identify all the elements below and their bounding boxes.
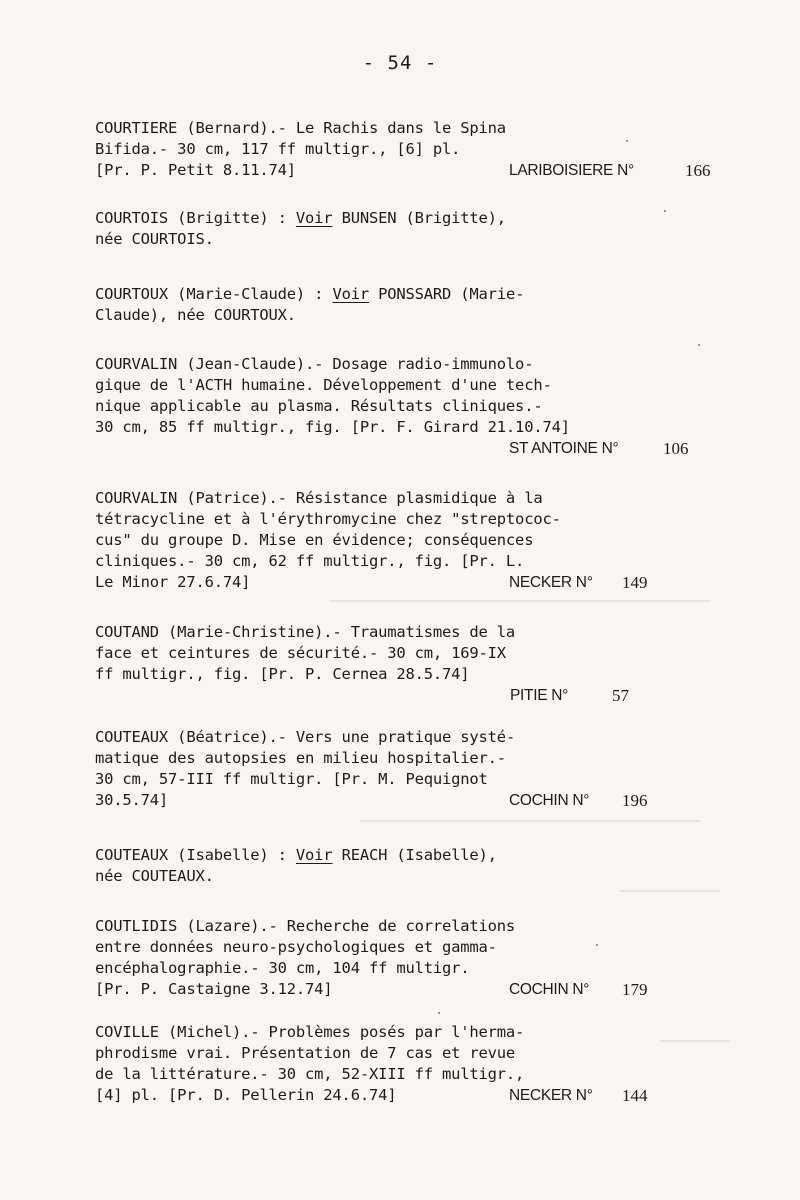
entry-line: cus" du groupe D. Mise en évidence; conséquences	[95, 531, 534, 549]
entry-line: COVILLE (Michel).- Problèmes posés par l'herma-	[95, 1023, 525, 1041]
entry-line: entre données neuro-psychologiques et gamma-	[95, 938, 497, 956]
entry-line: COURTIERE (Bernard).- Le Rachis dans le Spina	[95, 119, 506, 137]
bleed-through-line	[360, 820, 700, 822]
voir-reference: Voir	[295, 846, 333, 864]
entry-line	[95, 208, 735, 229]
entry-line: de la littérature.- 30 cm, 52-XIII ff multigr.,	[95, 1065, 525, 1083]
shelf-number: 166	[685, 161, 711, 180]
library-location: LARIBOISIERE N°	[509, 162, 634, 179]
entry-text: COURTOUX (Marie-Claude) :	[95, 285, 333, 303]
library-location: COCHIN N°	[509, 981, 590, 998]
entry-line: née COUTEAUX.	[95, 867, 214, 885]
entry-line: tétracycline et à l'érythromycine chez "streptococ-	[95, 510, 561, 528]
entry-line: COUTAND (Marie-Christine).- Traumatismes de la	[95, 623, 516, 641]
entry-line: COUTLIDIS (Lazare).- Recherche de correlations	[95, 917, 516, 935]
shelf-number: 106	[663, 439, 689, 458]
entry-line: matique des autopsies en milieu hospitalier.-	[95, 749, 506, 767]
entry-text: COUTEAUX (Isabelle) :	[95, 846, 296, 864]
entry-text: PONSSARD (Marie-	[368, 285, 525, 303]
shelf-number: 179	[622, 980, 648, 999]
entry-text: BUNSEN (Brigitte),	[332, 209, 506, 227]
bleed-through-line	[330, 600, 710, 602]
shelf-number: 149	[622, 573, 648, 592]
entry-line: née COURTOIS.	[95, 230, 214, 248]
library-location: NECKER N°	[509, 574, 593, 591]
entry-line: 30 cm, 85 ff multigr., fig. [Pr. F. Girard 21.10.74]	[95, 418, 570, 436]
entry-line: cliniques.- 30 cm, 62 ff multigr., fig. [Pr. L.	[95, 552, 525, 570]
entry-line: 30.5.74]	[95, 791, 169, 809]
library-location: COCHIN N°	[509, 792, 590, 809]
entry-line: Bifida.- 30 cm, 117 ff multigr., [6] pl.	[95, 140, 461, 158]
entry-line: nique applicable au plasma. Résultats cliniques.-	[95, 397, 543, 415]
entry-text: COURTOIS (Brigitte) :	[95, 209, 296, 227]
entry-line: [4] pl. [Pr. D. Pellerin 24.6.74]	[95, 1086, 397, 1104]
entry-line	[95, 284, 735, 305]
library-location: ST ANTOINE N°	[509, 440, 619, 457]
entry-line: COURVALIN (Patrice).- Résistance plasmidique à la	[95, 489, 543, 507]
bibliography-entry	[95, 354, 735, 438]
voir-reference: Voir	[332, 285, 369, 303]
shelf-number: 196	[622, 791, 648, 810]
library-location: NECKER N°	[509, 1087, 593, 1104]
bibliography-entry	[95, 208, 735, 250]
entry-line	[95, 845, 735, 866]
entry-line: ff multigr., fig. [Pr. P. Cernea 28.5.74]	[95, 665, 470, 683]
entry-line: encéphalographie.- 30 cm, 104 ff multigr.	[95, 959, 470, 977]
entry-line: COURVALIN (Jean-Claude).- Dosage radio-immunolo-	[95, 355, 534, 373]
entry-text: REACH (Isabelle),	[332, 846, 497, 864]
entry-line: COUTEAUX (Béatrice).- Vers une pratique systé-	[95, 728, 516, 746]
page-number: - 54 -	[362, 52, 438, 74]
bibliography-entry	[95, 845, 735, 887]
speck-mark	[438, 1012, 440, 1014]
shelf-number: 144	[622, 1086, 648, 1105]
speck-mark	[698, 344, 700, 346]
entry-line: [Pr. P. Petit 8.11.74]	[95, 161, 296, 179]
entry-line: 30 cm, 57-III ff multigr. [Pr. M. Pequignot	[95, 770, 488, 788]
bibliography-entry	[95, 284, 735, 326]
bibliography-entry	[95, 118, 735, 181]
entry-line: gique de l'ACTH humaine. Développement d'une tech-	[95, 376, 552, 394]
entry-line: Claude), née COURTOUX.	[95, 306, 296, 324]
voir-reference: Voir	[295, 209, 333, 227]
bibliography-entry	[95, 622, 735, 685]
entry-line: [Pr. P. Castaigne 3.12.74]	[95, 980, 333, 998]
library-location: PITIE N°	[510, 687, 569, 704]
entry-line: face et ceintures de sécurité.- 30 cm, 169-IX	[95, 644, 506, 662]
entry-line: Le Minor 27.6.74]	[95, 573, 251, 591]
shelf-number: 57	[612, 686, 629, 705]
bleed-through-line	[620, 890, 720, 892]
entry-line: phrodisme vrai. Présentation de 7 cas et revue	[95, 1044, 516, 1062]
